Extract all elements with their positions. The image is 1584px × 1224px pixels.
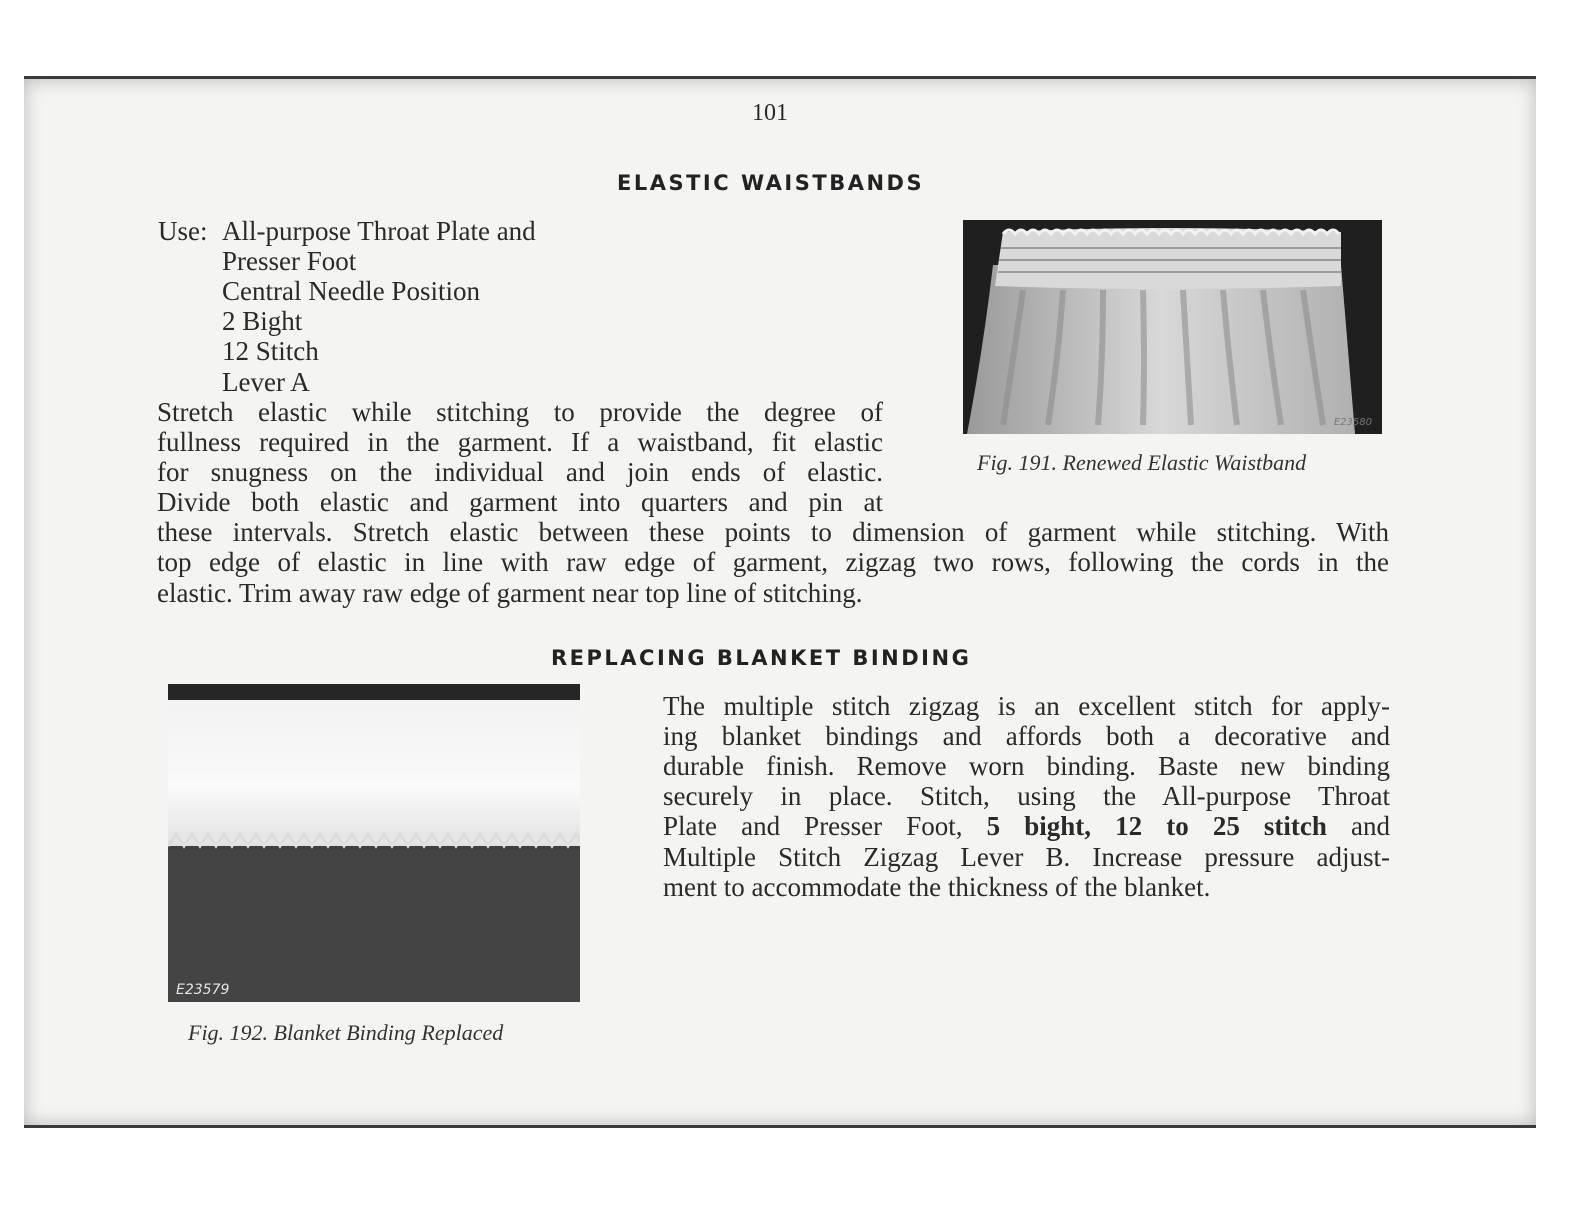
blanket-binding-illustration-icon bbox=[168, 684, 580, 1002]
body-line: Stretch elastic while stitching to provide the degree of bbox=[157, 397, 883, 427]
use-label: Use: bbox=[158, 216, 208, 246]
section-heading-replacing-blanket-binding: REPLACING BLANKET BINDING bbox=[551, 646, 972, 670]
body-line: Divide both elastic and garment into quarters and pin at bbox=[157, 487, 883, 517]
figure-code: E23580 bbox=[1333, 417, 1372, 428]
use-item: All-purpose Throat Plate and bbox=[222, 216, 536, 246]
body-line: securely in place. Stitch, using the All-purpose Throat bbox=[663, 781, 1390, 811]
body-line: The multiple stitch zigzag is an excellent stitch for apply- bbox=[663, 691, 1390, 721]
body-line: these intervals. Stretch elastic between these points to dimension of garment while stitching. With bbox=[157, 517, 1389, 547]
spec-text-end: and bbox=[1351, 811, 1390, 841]
use-item: Lever A bbox=[222, 367, 310, 397]
body-line: ment to accommodate the thickness of the blanket. bbox=[663, 872, 1211, 902]
use-item: Presser Foot bbox=[222, 246, 357, 276]
body-line: ing blanket bindings and affords both a decorative and bbox=[663, 721, 1390, 751]
use-item: 12 Stitch bbox=[222, 336, 319, 366]
spec-settings: 5 bight, 12 to 25 stitch bbox=[986, 811, 1327, 841]
figure-191-caption: Fig. 191. Renewed Elastic Waistband bbox=[977, 450, 1307, 475]
use-item: Central Needle Position bbox=[222, 276, 480, 306]
body-line: Multiple Stitch Zigzag Lever B. Increase pressure adjust- bbox=[663, 842, 1390, 872]
figure-192-caption: Fig. 192. Blanket Binding Replaced bbox=[188, 1020, 504, 1045]
figure-192-blanket-photo bbox=[168, 684, 580, 1002]
body-line: durable finish. Remove worn binding. Baste new binding bbox=[663, 751, 1390, 781]
use-item: 2 Bight bbox=[222, 306, 303, 336]
body-line: top edge of elastic in line with raw edge of garment, zigzag two rows, following the cords in the bbox=[157, 547, 1389, 577]
body-line: for snugness on the individual and join ends of elastic. bbox=[157, 457, 883, 487]
body-line-with-specs bbox=[663, 811, 1390, 841]
page-number: 101 bbox=[752, 100, 788, 126]
body-line: elastic. Trim away raw edge of garment near top line of stitching. bbox=[157, 578, 863, 608]
body-line: fullness required in the garment. If a waistband, fit elastic bbox=[157, 427, 883, 457]
waistband-illustration-icon bbox=[963, 220, 1382, 434]
figure-code: E23579 bbox=[176, 982, 230, 998]
figure-191-waistband-photo bbox=[963, 220, 1382, 434]
section-heading-elastic-waistbands: ELASTIC WAISTBANDS bbox=[617, 171, 925, 195]
spec-text-start: Plate and Presser Foot, bbox=[663, 811, 963, 841]
